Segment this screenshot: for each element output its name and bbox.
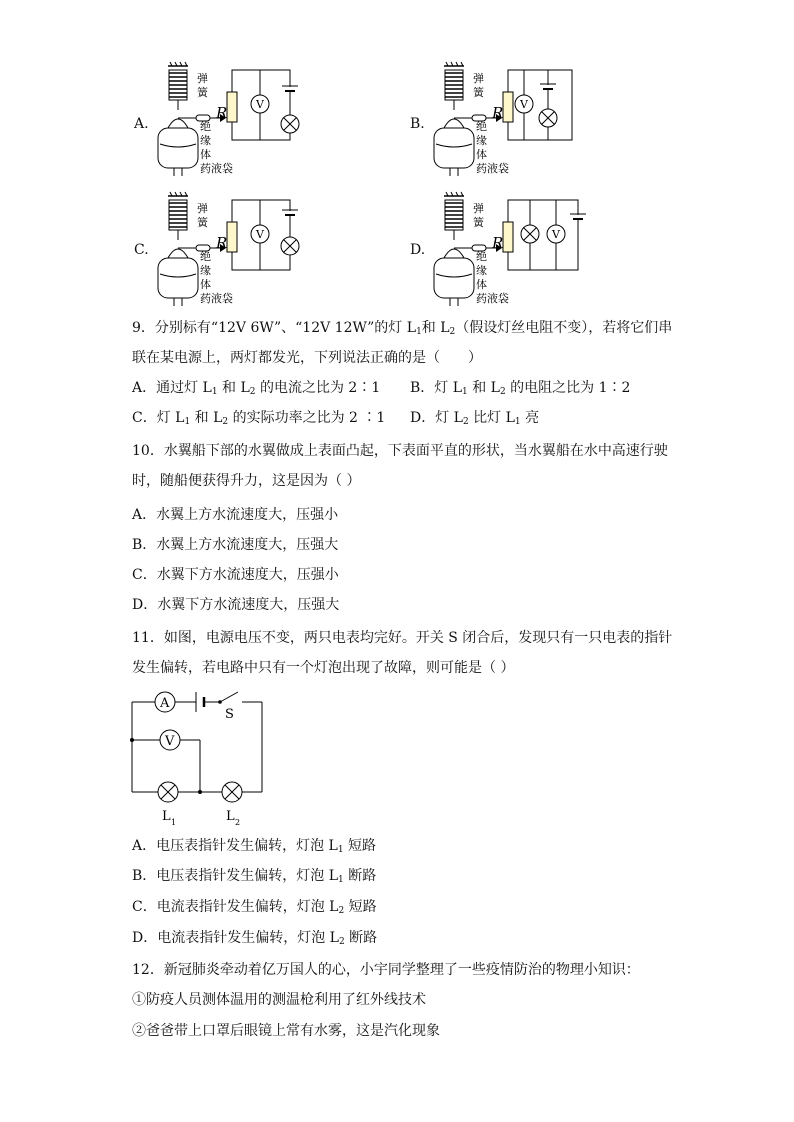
- voltmeter-letter-q11: V: [165, 734, 175, 749]
- insulator-label: 绝: [200, 120, 211, 133]
- svg-text:1: 1: [171, 818, 177, 827]
- svg-text:缘: 缘: [200, 134, 211, 147]
- svg-text:绝: 绝: [476, 120, 487, 133]
- q12-item-2: ②爸爸带上口罩后眼镜上常有水雾，这是汽化现象: [132, 1023, 440, 1039]
- svg-text:弹: 弹: [473, 202, 484, 215]
- spring-label: 弹: [197, 72, 208, 85]
- svg-text:药液袋: 药液袋: [476, 162, 509, 175]
- q11-option-a: A．电压表指针发生偏转，灯泡 $L_1$ 短路: [132, 838, 377, 855]
- svg-text:绝: 绝: [476, 250, 487, 263]
- q11-option-b: B．电压表指针发生偏转，灯泡 $L_1$ 断路: [132, 868, 377, 885]
- option-d-label: D.: [410, 242, 426, 258]
- bag-label: 药液袋: [200, 162, 233, 175]
- q10-option-a: A．水翼上方水流速度大，压强小: [132, 507, 339, 523]
- svg-text:簧: 簧: [473, 216, 484, 229]
- svg-text:R: R: [492, 104, 504, 122]
- resistor-label: R: [216, 104, 228, 122]
- svg-text:体: 体: [200, 148, 211, 161]
- option-c-label: C.: [134, 242, 149, 258]
- q11-stem-line1: 11．如图，电源电压不变，两只电表均完好。开关 S 闭合后，发现只有一只电表的指针: [132, 630, 673, 646]
- ammeter-letter: A: [160, 696, 170, 711]
- q9-stem-line1: 9．分别标有“12V 6W”、“12V 12W”的灯 $L_1$和 $L_2$（假设灯丝电阻不变），若将它们串: [132, 320, 673, 337]
- q8-diagrams: [130, 58, 670, 308]
- q9-option-b: B．灯 $L_1$ 和 $L_2$ 的电阻之比为 1∶2: [410, 380, 631, 397]
- q9-option-c: C．灯 $L_1$ 和 $L_2$ 的实际功率之比为 2 ∶1: [132, 410, 386, 427]
- lamp-l2-label: L: [226, 809, 235, 824]
- svg-text:体: 体: [476, 148, 487, 161]
- svg-text:簧: 簧: [473, 86, 484, 99]
- q11-circuit: [124, 688, 274, 830]
- lamp-l1-label: L: [162, 809, 171, 824]
- q12-stem: 12．新冠肺炎牵动着亿万国人的心，小宇同学整理了一些疫情防治的物理小知识：: [132, 962, 640, 978]
- q11-option-c: C．电流表指针发生偏转，灯泡 $L_2$ 短路: [132, 899, 377, 916]
- svg-text:体: 体: [200, 278, 211, 291]
- svg-text:R: R: [216, 234, 228, 252]
- svg-text:弹: 弹: [197, 202, 208, 215]
- option-c-diagram: [158, 192, 299, 306]
- voltmeter-letter: V: [256, 98, 264, 111]
- q10-option-d: D．水翼下方水流速度大，压强大: [132, 597, 340, 613]
- q9-stem-line2: 联在某电源上，两灯都发光，下列说法正确的是（ ）: [132, 350, 482, 366]
- q10-stem-line1: 10．水翼船下部的水翼做成上表面凸起，下表面平直的形状，当水翼船在水中高速行驶: [132, 443, 668, 459]
- q10-option-b: B．水翼上方水流速度大，压强大: [132, 537, 339, 553]
- svg-text:绝: 绝: [200, 250, 211, 263]
- option-a-diagram: [158, 62, 299, 176]
- svg-text:V: V: [552, 228, 560, 241]
- switch-label: S: [225, 707, 234, 722]
- svg-text:药液袋: 药液袋: [200, 292, 233, 305]
- svg-text:2: 2: [235, 818, 241, 827]
- option-d-diagram: [434, 192, 586, 306]
- q9-option-d: D．灯 $L_2$ 比灯 $L_1$ 亮: [410, 410, 540, 427]
- q11-option-d: D．电流表指针发生偏转，灯泡 $L_2$ 断路: [132, 930, 378, 947]
- svg-text:R: R: [492, 234, 504, 252]
- q10-option-c: C．水翼下方水流速度大，压强小: [132, 567, 339, 583]
- option-b-label: B.: [410, 116, 425, 132]
- svg-text:簧: 簧: [197, 86, 208, 99]
- svg-text:缘: 缘: [200, 264, 211, 277]
- svg-text:缘: 缘: [476, 134, 487, 147]
- svg-text:弹: 弹: [473, 72, 484, 85]
- q11-stem-line2: 发生偏转，若电路中只有一个灯泡出现了故障，则可能是（ ）: [132, 660, 515, 676]
- svg-text:簧: 簧: [197, 216, 208, 229]
- option-a-label: A.: [134, 116, 149, 132]
- q9-option-a: A．通过灯 $L_1$ 和 $L_2$ 的电流之比为 2∶1: [132, 380, 381, 397]
- svg-text:V: V: [256, 228, 264, 241]
- svg-text:体: 体: [476, 278, 487, 291]
- svg-text:缘: 缘: [476, 264, 487, 277]
- q12-item-1: ①防疫人员测体温用的测温枪利用了红外线技术: [132, 992, 426, 1008]
- svg-text:V: V: [520, 98, 528, 111]
- svg-text:药液袋: 药液袋: [476, 292, 509, 305]
- q10-stem-line2: 时，随船便获得升力，这是因为（ ）: [132, 473, 361, 489]
